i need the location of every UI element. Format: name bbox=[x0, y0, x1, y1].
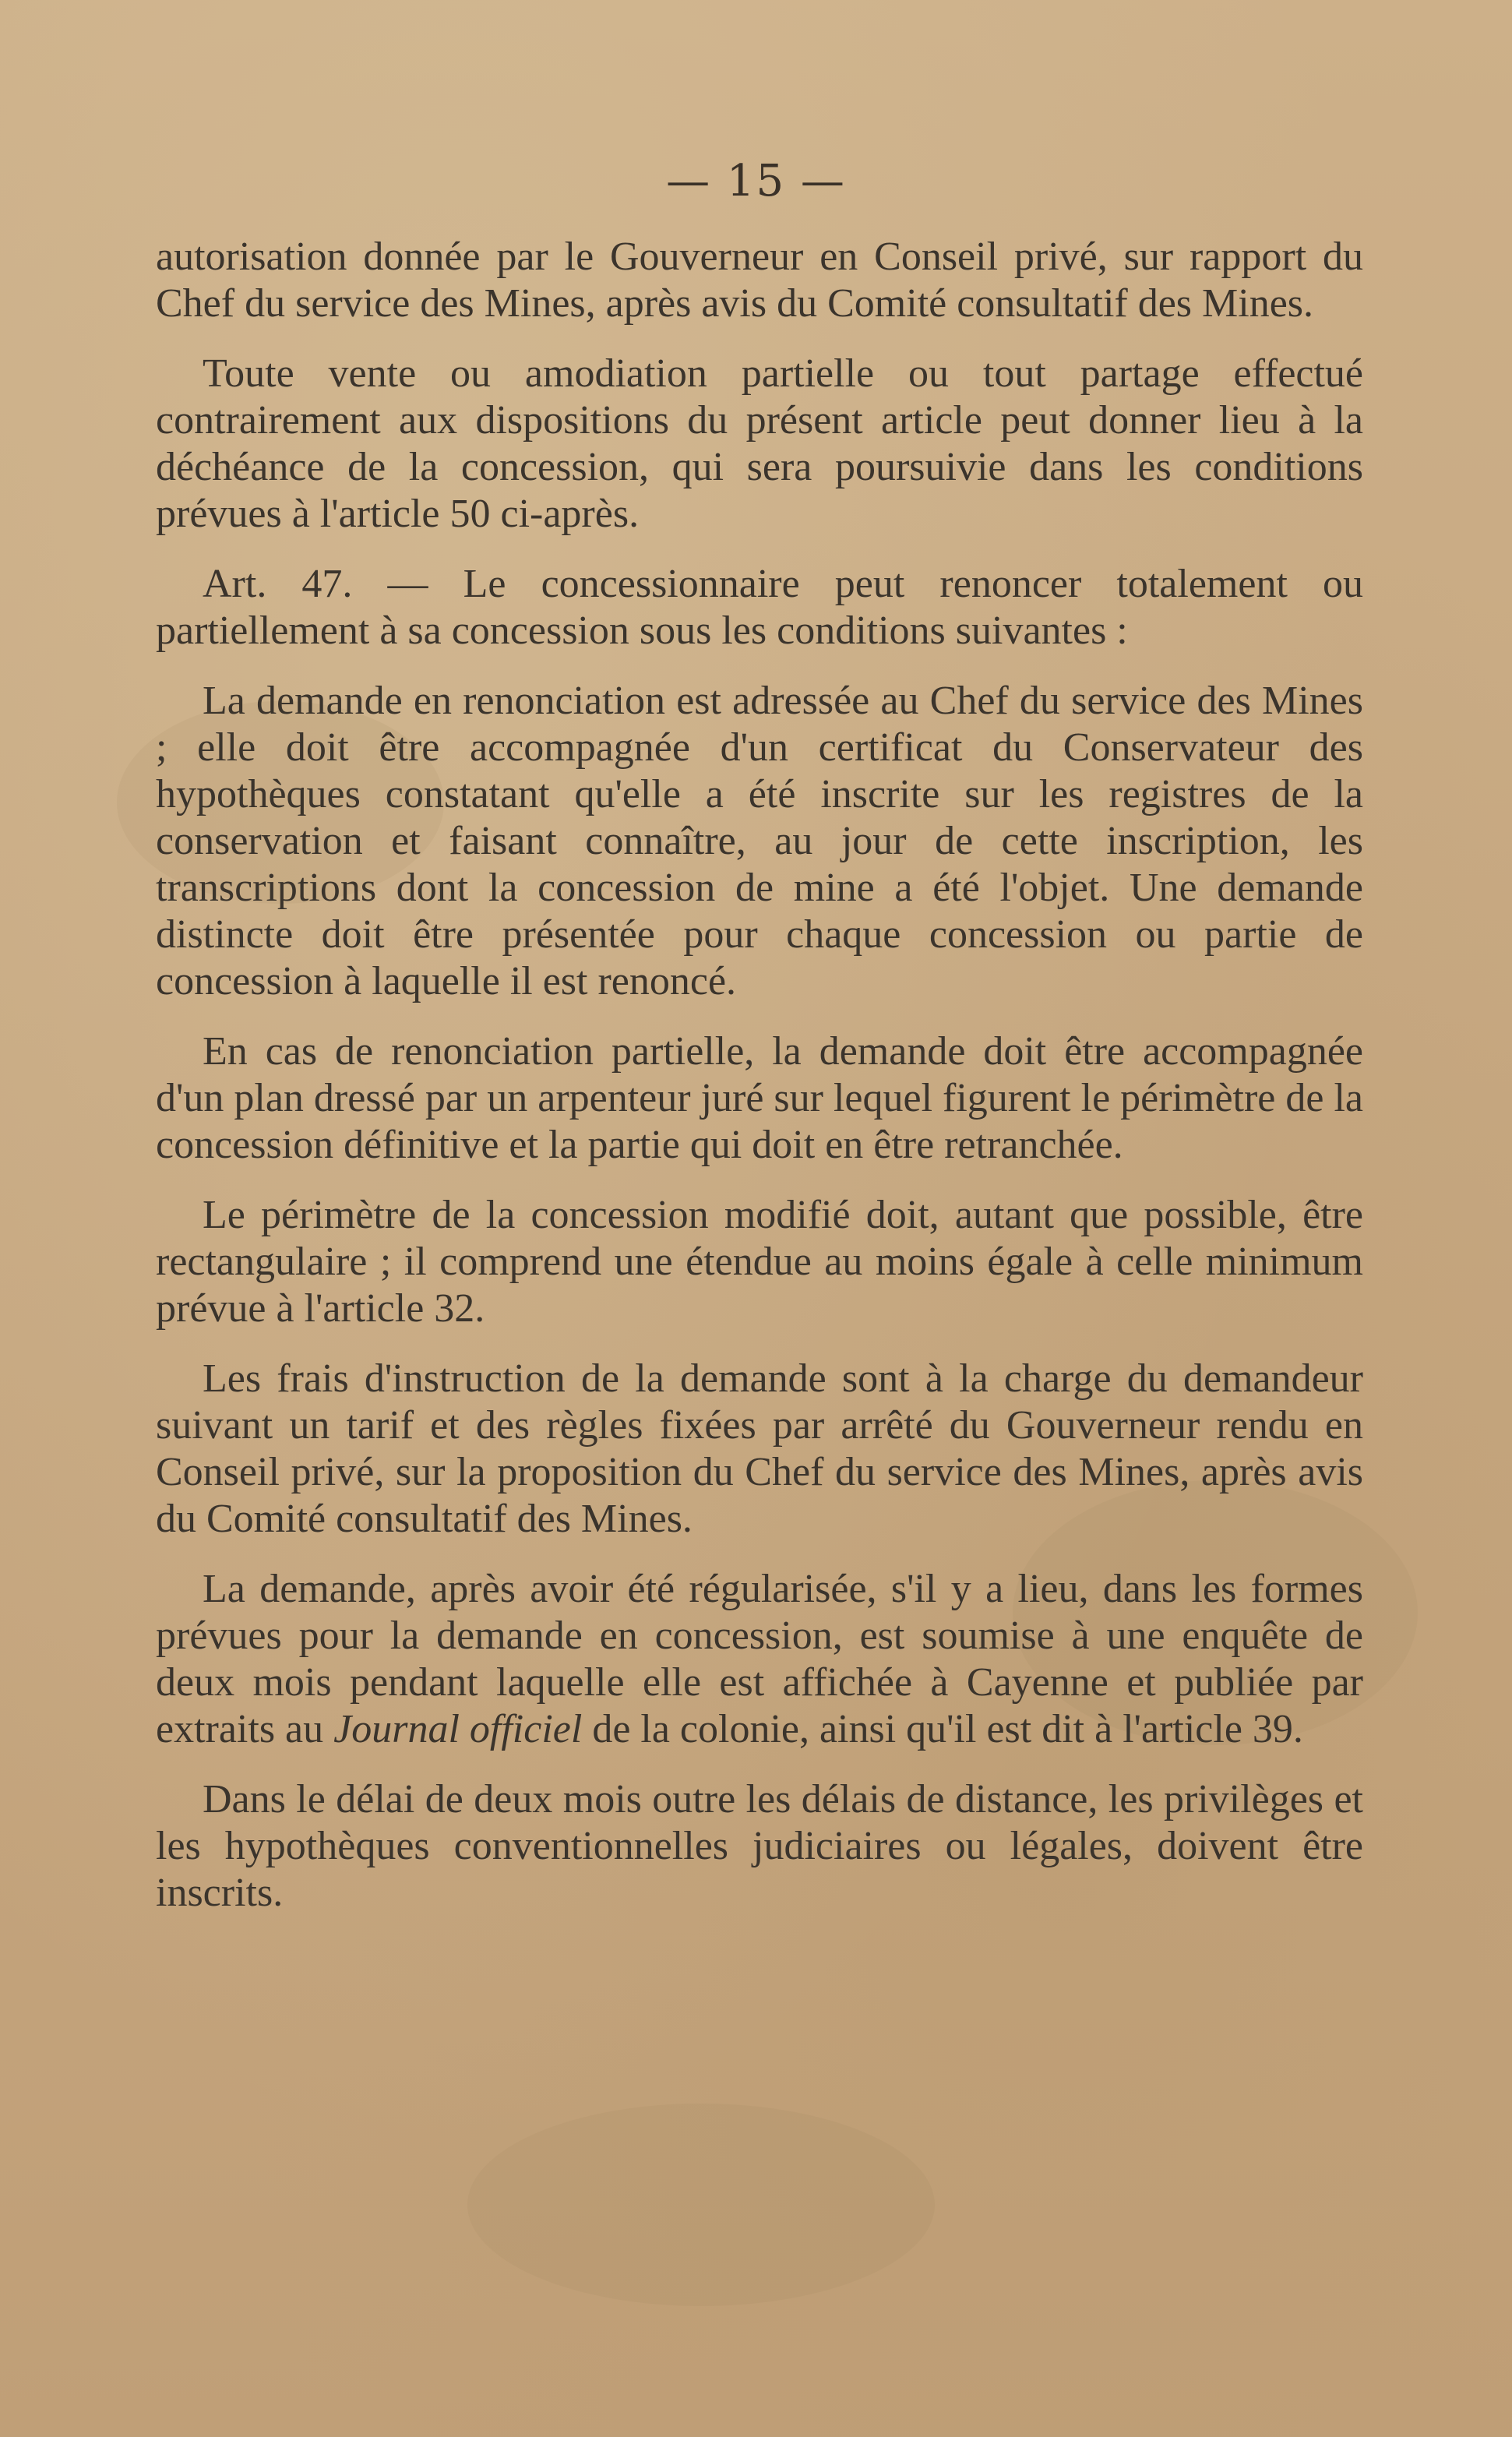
paragraph-enquete bbox=[156, 1566, 1363, 1753]
journal-officiel-title: Journal officiel bbox=[333, 1707, 583, 1751]
paragraph-delai: Dans le délai de deux mois outre les délais de distance, les privilèges et les hypothèques conventionnelles judiciaires ou légales, doivent être inscrits. bbox=[156, 1777, 1363, 1915]
page-number: — 15 — bbox=[666, 156, 846, 206]
paragraph-continuation: autorisation donnée par le Gouverneur en Conseil privé, sur rapport du Chef du service des Mines, après avis du Comité consultatif des Mines. bbox=[156, 235, 1363, 326]
paragraph-renonciation-partielle: En cas de renonciation partielle, la demande doit être accompagnée d'un plan dressé par un arpenteur juré sur lequel figurent le périmètre de la concession définitive et la partie qui doit en être retranchée. bbox=[156, 1029, 1363, 1167]
paragraph-demande-renonciation: La demande en renonciation est adressée au Chef du service des Mines ; elle doit être accompagnée d'un certificat du Conservateur des hypothèques constatant qu'elle a été inscrite sur les registres de la conservation et faisant connaître, au jour de cette inscription, les transcriptions dont la concession de mine a été l'objet. Une demande distincte doit être présentée pour chaque concession ou partie de concession à laquelle il est renoncé. bbox=[156, 679, 1363, 1003]
paragraph-vente: Toute vente ou amodiation partielle ou tout partage effectué contrairement aux dispositions du présent article peut donner lieu à la déchéance de la concession, qui sera poursuivie dans les conditions prévues à l'article 50 ci-après. bbox=[156, 351, 1363, 536]
paper-stain bbox=[467, 2104, 935, 2306]
body-text bbox=[156, 234, 1363, 1940]
paragraph-frais: Les frais d'instruction de la demande sont à la charge du demandeur suivant un tarif et des règles fixées par arrêté du Gouverneur rendu en Conseil privé, sur la proposition du Chef du service des Mines, après avis du Comité consultatif des Mines. bbox=[156, 1356, 1363, 1541]
enquete-text-end: de la colonie, ainsi qu'il est dit à l'article 39. bbox=[582, 1707, 1303, 1751]
paragraph-article-47: Art. 47. — Le concessionnaire peut renoncer totalement ou partiellement à sa concession sous les conditions suivantes : bbox=[156, 562, 1363, 653]
enquete-text-start: La demande, après avoir été régularisée, s'il y a lieu, dans les formes prévues pour la demande en concession, est soumise à une enquête de deux mois pendant laquelle elle est affichée à Cayenne et publiée par extraits au bbox=[156, 1567, 1363, 1751]
paragraph-perimetre: Le périmètre de la concession modifié doit, autant que possible, être rectangulaire ; il comprend une étendue au moins égale à celle minimum prévue à l'article 32. bbox=[156, 1193, 1363, 1331]
